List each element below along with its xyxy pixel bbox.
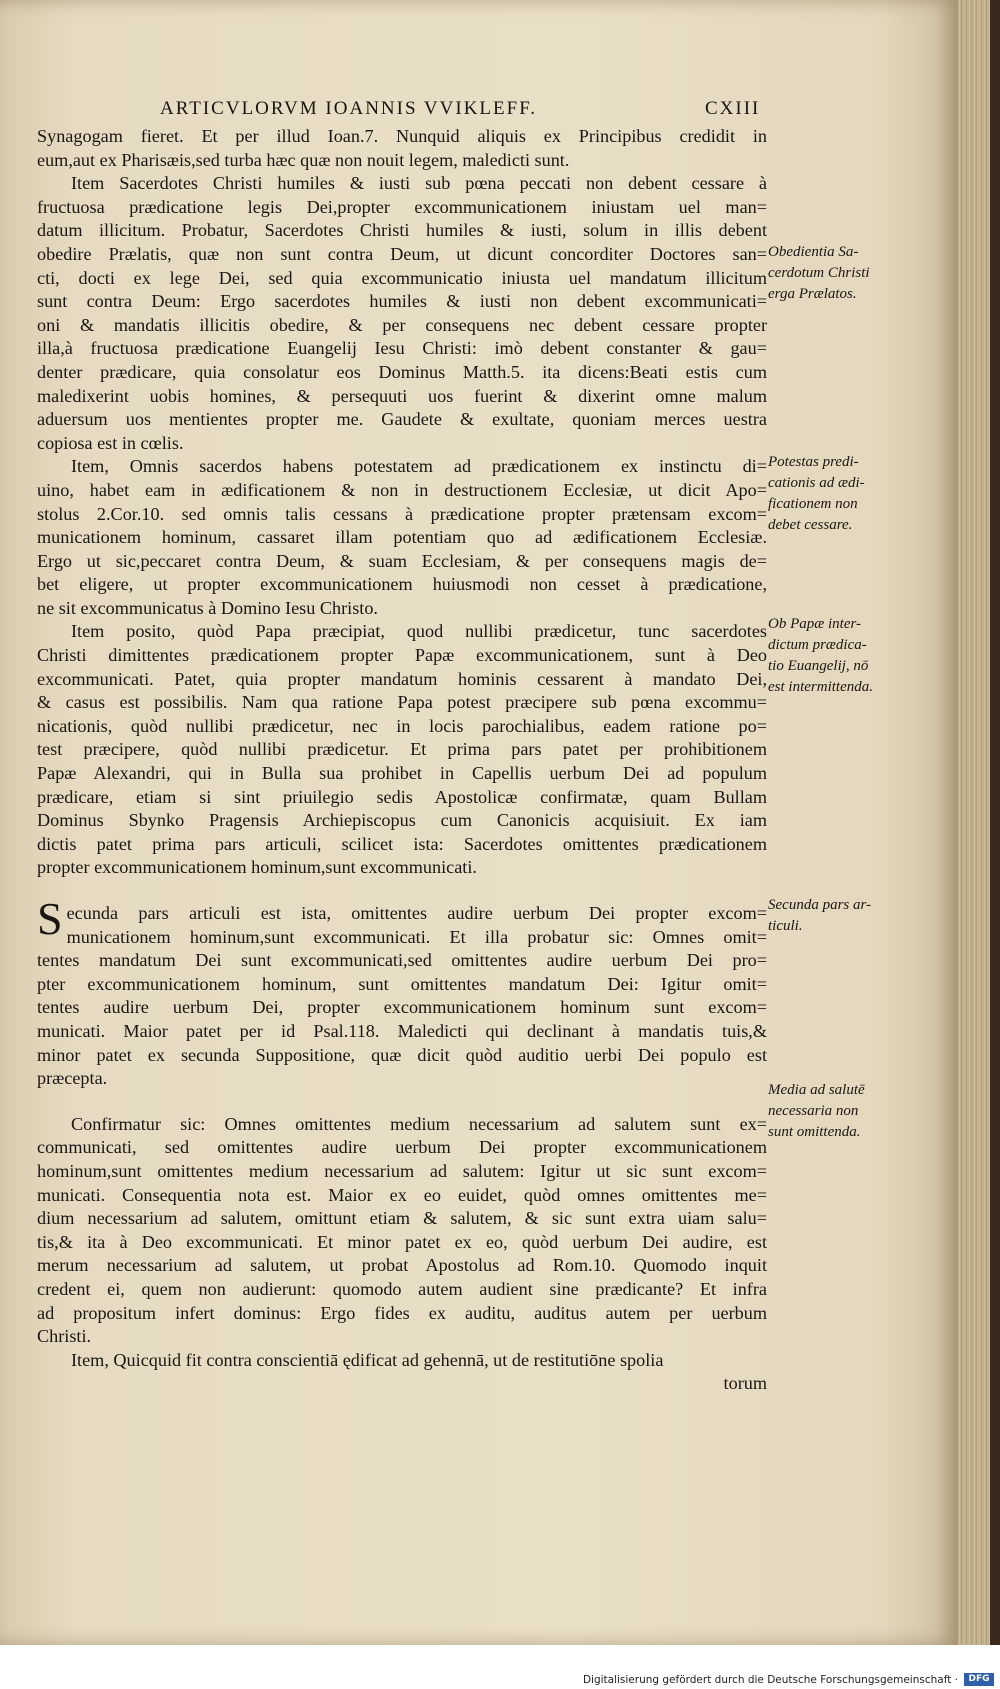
margin-note-m3 (768, 614, 892, 698)
text-line: municati. Maior patet per id Psal.118. Maledicti qui declinant à mandatis tuis,& (37, 1020, 767, 1041)
dfg-logo: DFG (964, 1673, 994, 1686)
text-line: dictis patet prima pars articuli, scilicet ista: Sacerdotes omittentes prædicationem (37, 833, 767, 854)
text-line: Item posito, quòd Papa præcipiat, quod nullibi prædicetur, tunc sacerdotes (71, 621, 767, 642)
text-line: Item, Quicquid fit contra conscientiā ędificat ad gehennā, ut de restitutiōne spolia (71, 1349, 664, 1370)
paragraph-p7 (37, 1349, 767, 1373)
text-line: copiosa est in cœlis. (37, 432, 184, 453)
text-line: Dominus Sbynko Pragensis Archiepiscopus cum Canonicis acquisiuit. Ex iam (37, 810, 767, 831)
margin-note-line: Media ad salutē (768, 1082, 865, 1098)
text-line: municati. Consequentia nota est. Maior ex eo euidet, quòd omnes omittentes me= (37, 1184, 767, 1205)
text-line: merum necessarium ad salutem, ut probat Apostolus ad Rom.10. Quomodo inquit (37, 1255, 767, 1276)
text-line: test præcipere, quòd nullibi prædicetur. Et prima pars patet per prohibitionem (37, 739, 767, 760)
text-line: oni & mandatis illicitis obedire, & per consequens nec debent cessare propter (37, 314, 767, 335)
text-line: excommunicati. Patet, quia propter mandatum hominis cessarent à mandato Dei, (37, 668, 767, 689)
text-line: ad propositum infert dominus: Ergo fides ex auditu, auditus autem per uerbum (37, 1302, 767, 1323)
text-line: & casus est possibilis. Nam qua ratione Papa potest præcipere sub pœna excommu= (37, 692, 767, 713)
text-line: Christi. (37, 1326, 92, 1347)
text-line: aduersum uos mentientes propter me. Gaudete & exultate, quoniam merces uestra (37, 409, 767, 430)
running-head: ARTICVLORVM IOANNIS VVIKLEFF. (160, 98, 538, 119)
margin-note-line: Secunda pars ar- (768, 897, 872, 913)
margin-note-line: cationis ad ædi- (768, 475, 865, 491)
folio-number: CXIII (705, 98, 761, 119)
margin-note-line: necessaria non (768, 1103, 859, 1119)
margin-note-line: debet cessare. (768, 517, 853, 533)
text-line: fructuosa prædicatione legis Dei,propter excommunicationem iniustam uel man= (37, 196, 767, 217)
text-line: datum illicitum. Probatur, Sacerdotes Christi humiles & iusti, solum in illis debent (37, 220, 767, 241)
margin-note-line: erga Prælatos. (768, 286, 857, 302)
text-line: tentes mandatum Dei sunt excommunicati,sed omittentes audire uerbum Dei pro= (37, 950, 767, 971)
text-line: sunt contra Deum: Ergo sacerdotes humiles & iusti non debent excommunicati= (37, 291, 767, 312)
text-line: municationem hominum,sunt excommunicati. Et illa probatur sic: Omnes omit= (66, 926, 767, 947)
text-line: præcepta. (37, 1068, 108, 1089)
section-gap (37, 880, 767, 902)
margin-note-m4 (768, 895, 892, 937)
text-line: eum,aut ex Pharisæis,sed turba hæc quæ non nouit legem, maledicti sunt. (37, 149, 570, 170)
margin-note-line: tio Euangelij, nō (768, 658, 869, 674)
paragraph-p6 (37, 1113, 767, 1349)
text-line: ne sit excommunicatus à Domino Iesu Christo. (37, 597, 378, 618)
text-line: propter excommunicationem hominum,sunt excommunicati. (37, 857, 477, 878)
text-line: uino, habet eam in ædificationem & non in destructionem Ecclesiæ, ut dicit Apo= (37, 479, 767, 500)
margin-note-line: dictum prædica- (768, 637, 867, 653)
text-line: Confirmatur sic: Omnes omittentes medium necessarium ad salutem sunt ex= (71, 1113, 767, 1134)
text-line: communicati, sed omittentes audire uerbum Dei propter excommunicationem (37, 1137, 767, 1158)
margin-note-line: Obedientia Sa- (768, 244, 859, 260)
text-line: Item, Omnis sacerdos habens potestatem ad prædicationem ex instinctu di= (71, 456, 767, 477)
paragraph-p5 (37, 893, 767, 1091)
footer-credit: Digitalisierung gefördert durch die Deutsche Forschungsgemeinschaft · (582, 1674, 958, 1686)
drop-cap: S (37, 893, 63, 944)
main-text-column (37, 125, 767, 1396)
text-line: Papæ Alexandri, qui in Bulla sua prohibet in Capellis uerbum Dei ad populum (37, 763, 767, 784)
paragraph-p1 (37, 125, 767, 172)
text-line: municationem hominum, cassaret illam potentiam quo ad ædificationem Ecclesiæ. (37, 527, 767, 548)
catchword: torum (723, 1373, 767, 1394)
margin-note-m2 (768, 452, 892, 536)
text-line: tis,& ita à Deo excommunicati. Et minor patet ex eo, quòd uerbum Dei audire, est (37, 1231, 767, 1252)
text-line: prædicare, etiam si sint priuilegio sedis Apostolicæ confirmatæ, quam Bullam (37, 786, 767, 807)
margin-note-line: Ob Papæ inter- (768, 616, 862, 632)
margin-note-m5 (768, 1080, 892, 1143)
text-line: minor patet ex secunda Suppositione, quæ dicit quòd auditio uerbi Dei populo est (37, 1044, 767, 1065)
text-line: Item Sacerdotes Christi humiles & iusti sub pœna peccati non debent cessare à (71, 173, 767, 194)
text-line: hominum,sunt omittentes medium necessarium ad salutem: Igitur ut sic sunt excom= (37, 1160, 767, 1181)
text-line: denter prædicare, quia consolatur eos Dominus Matth.5. ita dicens:Beati estis cum (37, 361, 767, 382)
paragraph-p2 (37, 172, 767, 455)
text-line: cti, docti ex lege Dei, sed quia excommunicatio iniusta uel mandatum illicitum (37, 267, 767, 288)
margin-note-line: Potestas predi- (768, 454, 859, 470)
text-line: bet eligere, ut propter excommunicationem huiusmodi non cesset à prædicatione, (37, 574, 767, 595)
text-line: credent ei, quem non audierunt: quomodo autem audient sine prædicante? Et infra (37, 1278, 767, 1299)
paragraph-p3 (37, 455, 767, 620)
text-line: pter excommunicationem hominum, sunt omittentes mandatum Dei: Igitur omit= (37, 973, 767, 994)
text-line: obedire Prælatis, quæ non sunt contra Deum, ut dicunt concorditer Doctores san= (37, 243, 767, 264)
text-line: nicationis, quòd nullibi prædicetur, nec in locis parochialibus, eadem ratione po= (37, 715, 767, 736)
margin-note-line: sunt omittenda. (768, 1124, 861, 1140)
text-line: Ergo ut sic,peccaret contra Deum, & suam Ecclesiam, & per consequens magis de= (37, 550, 767, 571)
text-line: maledixerint uobis homines, & persequuti uos fuerint & dixerint omne malum (37, 385, 767, 406)
section-gap (37, 1091, 767, 1113)
text-line: tentes audire uerbum Dei, propter excommunicationem hominum sunt excom= (37, 997, 767, 1018)
text-line: stolus 2.Cor.10. sed omnis talis cessans à prædicatione propter prætensam excom= (37, 503, 767, 524)
margin-note-line: cerdotum Christi (768, 265, 870, 281)
text-line: illa,à fructuosa prædicatione Euangelij Iesu Christi: imò debent constanter & gau= (37, 338, 767, 359)
text-line: Christi dimittentes prædicationem propter Papæ excommunicationem, sunt à Deo (37, 645, 767, 666)
text-line: dium necessarium ad salutem, omittunt etiam & salutem, & sic sunt extra uiam salu= (37, 1208, 767, 1229)
text-line: ecunda pars articuli est ista, omittentes audire uerbum Dei propter excom= (66, 903, 767, 923)
margin-note-m1 (768, 242, 892, 305)
binding-shadow (990, 0, 1000, 1645)
margin-note-line: est intermittenda. (768, 679, 873, 695)
paragraph-p4 (37, 620, 767, 880)
margin-note-line: ficationem non (768, 496, 858, 512)
margin-note-line: ticuli. (768, 918, 803, 934)
text-line: Synagogam fieret. Et per illud Ioan.7. Nunquid aliquis ex Principibus credidit in (37, 126, 767, 146)
